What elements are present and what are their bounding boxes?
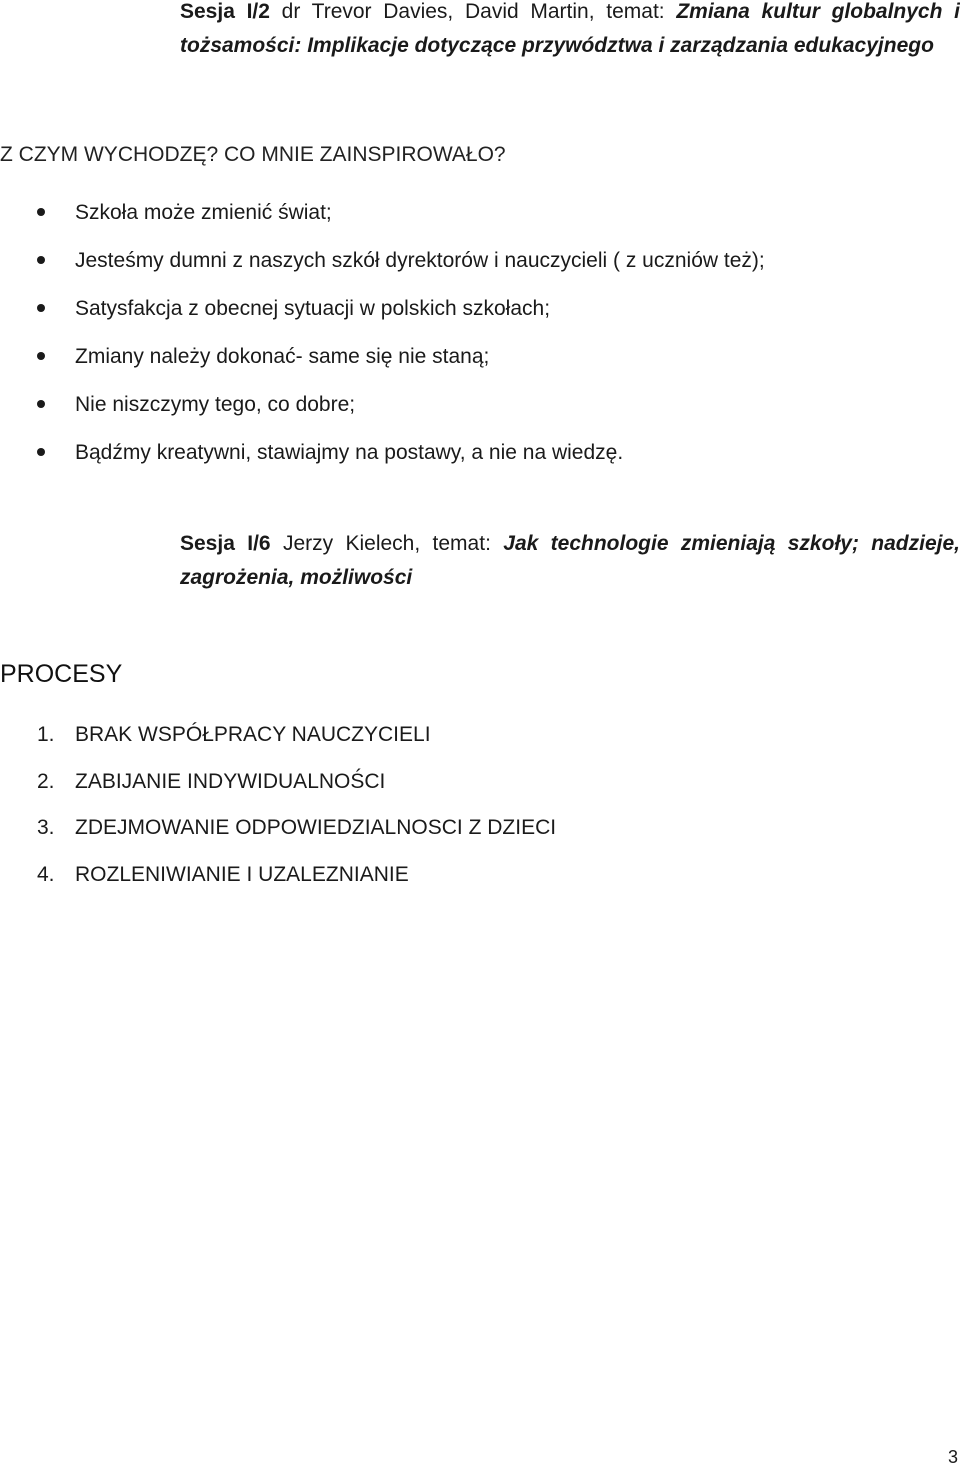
page-number: 3 [947,1447,958,1467]
list-item [0,720,940,767]
list-item-text: Nie niszczymy tego, co dobre; [75,393,356,416]
list-item [0,813,940,860]
section-heading: Z CZYM WYCHODZĘ? CO MNIE ZAINSPIROWAŁO? [0,143,506,166]
session-1-topic: Zmiana kultur globalnych i tożsamości: Implikacje dotyczące przywództwa i zarządzania edukacyjnego [180,0,960,57]
session-1-paragraph [180,0,960,63]
bullet-icon [37,400,45,408]
session-1-label: Sesja I/2 [180,0,270,23]
list-item-number: 3. [37,816,55,839]
list-item [0,246,940,294]
list-item-number: 4. [37,862,55,886]
list-item [0,438,940,486]
list-item [0,860,940,907]
list-item [0,767,940,814]
list-item [0,198,940,246]
session-2-topic: Jak technologie zmieniają szkoły; nadzieje, zagrożenia, możliwości [180,532,960,589]
session-2-paragraph [180,527,960,595]
list-item-text: Zmiany należy dokonać- same się nie staną; [75,345,490,368]
bullet-icon [37,304,45,312]
session-2-speakers: Jerzy Kielech, temat: [270,532,504,555]
list-item-text: BRAK WSPÓŁPRACY NAUCZYCIELI [75,723,431,746]
inspiration-bullet-list [0,198,940,486]
procesy-heading: PROCESY [0,660,123,688]
list-item-text: ZDEJMOWANIE ODPOWIEDZIALNOSCI Z DZIECI [75,816,557,839]
list-item-text: Satysfakcja z obecnej sytuacji w polskich szkołach; [75,297,551,320]
bullet-icon [37,352,45,360]
list-item-text: Bądźmy kreatywni, stawiajmy na postawy, a nie na wiedzę. [75,441,624,464]
session-2-label: Sesja I/6 [180,532,271,555]
list-item [0,294,940,342]
list-item-text: Jesteśmy dumni z naszych szkół dyrektorów i nauczycieli ( z uczniów też); [75,249,765,272]
list-item [0,342,940,390]
list-item-text: Szkoła może zmienić świat; [75,201,332,224]
bullet-icon [37,208,45,216]
list-item-number: 1. [37,723,55,746]
list-item-text: ZABIJANIE INDYWIDUALNOŚCI [75,769,386,793]
bullet-icon [37,256,45,264]
session-1-speakers: dr Trevor Davies, David Martin, temat: [269,0,677,23]
list-item-number: 2. [37,769,55,793]
procesy-numbered-list [0,720,940,906]
bullet-icon [37,448,45,456]
list-item [0,390,940,438]
list-item-text: ROZLENIWIANIE I UZALEZNIANIE [75,862,409,886]
